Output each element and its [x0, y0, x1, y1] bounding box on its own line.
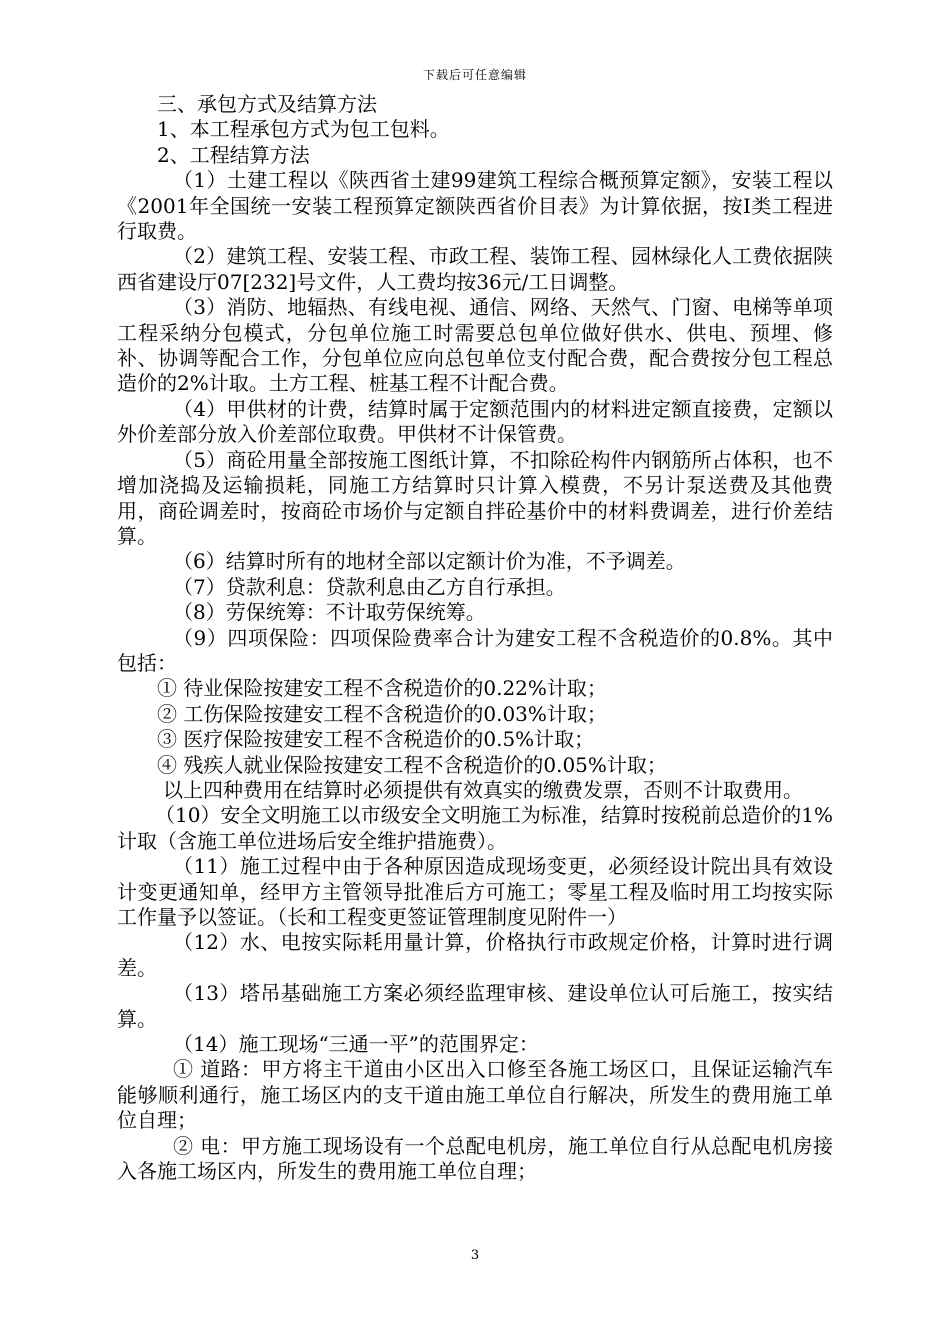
paragraph: （13）塔吊基础施工方案必须经监理审核、建设单位认可后施工，按实结算。	[117, 981, 833, 1031]
paragraph: （7）贷款利息：贷款利息由乙方自行承担。	[173, 574, 566, 599]
paragraph: （2）建筑工程、安装工程、市政工程、装饰工程、园林绿化人工费依据陕西省建设厅07[232]号文件，人工费均按36元/工日调整。	[117, 244, 833, 294]
paragraph: （14）施工现场“三通一平”的范围界定：	[173, 1032, 539, 1057]
paragraph: ② 电：甲方施工现场设有一个总配电机房，施工单位自行从总配电机房接入各施工场区内，所发生的费用施工单位自理；	[117, 1133, 833, 1184]
paragraph: （1）土建工程以《陕西省土建99建筑工程综合概预算定额》，安装工程以《2001年全国统一安装工程预算定额陕西省价目表》为计算依据，按Ⅰ类工程进行取费。	[117, 168, 833, 244]
paragraph: 三、承包方式及结算方法	[157, 92, 377, 116]
paragraph: （4）甲供材的计费，结算时属于定额范围内的材料进定额直接费，定额以外价差部分放入价差部位取费。甲供材不计保管费。	[117, 396, 833, 447]
paragraph: （6）结算时所有的地材全部以定额计价为准，不予调差。	[173, 549, 686, 574]
paragraph: ③ 医疗保险按建安工程不含税造价的0.5%计取；	[157, 727, 595, 752]
document-body	[117, 92, 833, 1184]
paragraph: （11）施工过程中由于各种原因造成现场变更，必须经设计院出具有效设计变更通知单，经甲方主管领导批准后方可施工；零星工程及临时用工均按实际工作量予以签证。（长和工程变更签证管理制度见附件一）	[117, 854, 833, 929]
paragraph: （9）四项保险：四项保险费率合计为建安工程不含税造价的0.8%。其中包括：	[117, 625, 833, 675]
paragraph: ② 工伤保险按建安工程不含税造价的0.03%计取；	[157, 701, 607, 726]
page-number: 3	[470, 1248, 480, 1263]
paragraph: ① 待业保险按建安工程不含税造价的0.22%计取；	[157, 676, 607, 701]
paragraph: ④ 残疾人就业保险按建安工程不含税造价的0.05%计取；	[157, 752, 667, 777]
paragraph: （12）水、电按实际耗用量计算，价格执行市政规定价格，计算时进行调差。	[117, 930, 833, 980]
paragraph: 2、工程结算方法	[157, 142, 310, 167]
page-header: 下载后可任意编辑	[422, 68, 527, 82]
paragraph: 以上四种费用在结算时必须提供有效真实的缴费发票，否则不计取费用。	[163, 777, 803, 802]
paragraph: （10）安全文明施工以市级安全文明施工为标准，结算时按税前总造价的1%计取（含施工单位进场后安全维护措施费）。	[117, 803, 833, 853]
paragraph: ① 道路：甲方将主干道由小区出入口修至各施工场区口，且保证运输汽车能够顺利通行，施工场区内的支干道由施工单位自行解决，所发生的费用施工单位自理；	[117, 1057, 833, 1133]
paragraph: （5）商砼用量全部按施工图纸计算，不扣除砼构件内钢筋所占体积，也不增加浇捣及运输损耗，同施工方结算时只计算入模费，不另计泵送费及其他费用，商砼调差时，按商砼市场价与定额自拌砼基价中的材料费调差，进行价差结算。	[117, 447, 833, 548]
paragraph: 1、本工程承包方式为包工包料。	[157, 117, 450, 142]
paragraph: （8）劳保统筹：不计取劳保统筹。	[173, 600, 486, 625]
paragraph: （3）消防、地辐热、有线电视、通信、网络、天然气、门窗、电梯等单项工程采纳分包模式，分包单位施工时需要总包单位做好供水、供电、预埋、修补、协调等配合工作，分包单位应向总包单位支付配合费，配合费按分包工程总造价的2%计取。土方工程、桩基工程不计配合费。	[117, 295, 833, 396]
